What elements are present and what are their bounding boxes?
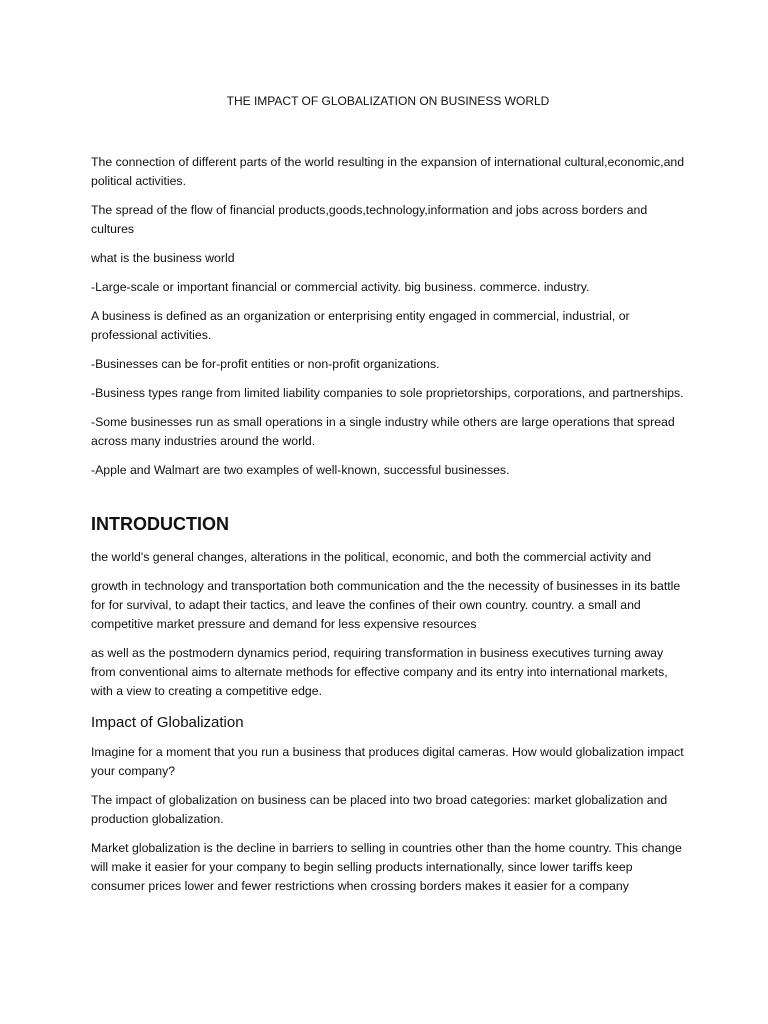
paragraph: Imagine for a moment that you run a business that produces digital cameras. How would globalization impact your company? — [91, 745, 684, 778]
paragraph: -Apple and Walmart are two examples of well-known, successful businesses. — [91, 463, 510, 477]
paragraph: what is the business world — [91, 251, 235, 265]
paragraph: -Business types range from limited liability companies to sole proprietorships, corporations, and partnerships. — [91, 386, 684, 400]
paragraph: -Businesses can be for-profit entities or non-profit organizations. — [91, 357, 440, 371]
paragraph: as well as the postmodern dynamics period, requiring transformation in business executives turning away from conventional aims to alternate methods for effective company and its entry into international markets, with a view to creating a competitive edge. — [91, 646, 668, 698]
document-title: THE IMPACT OF GLOBALIZATION ON BUSINESS WORLD — [226, 94, 550, 108]
paragraph: -Some businesses run as small operations in a single industry while others are large operations that spread across many industries around the world. — [91, 415, 675, 448]
paragraph: The spread of the flow of financial products,goods,technology,information and jobs across borders and cultures — [91, 203, 648, 236]
paragraph: growth in technology and transportation both communication and the the necessity of businesses in its battle for for survival, to adapt their tactics, and leave the confines of their own country. country. a small and competitive market pressure and demand for less expensive resources — [91, 579, 681, 631]
introduction-heading: INTRODUCTION — [91, 514, 229, 534]
paragraph: The impact of globalization on business can be placed into two broad categories: market globalization and production globalization. — [91, 793, 668, 826]
document-body — [91, 93, 685, 906]
paragraph: -Large-scale or important financial or commercial activity. big business. commerce. industry. — [91, 280, 590, 294]
paragraph: the world's general changes, alterations in the political, economic, and both the commercial activity and — [91, 550, 652, 564]
paragraph: The connection of different parts of the world resulting in the expansion of international cultural,economic,and political activities. — [91, 155, 685, 188]
paragraph: A business is defined as an organization or enterprising entity engaged in commercial, industrial, or professional activities. — [91, 309, 630, 342]
impact-heading: Impact of Globalization — [91, 714, 244, 731]
paragraph: Market globalization is the decline in barriers to selling in countries other than the home country. This change will make it easier for your company to begin selling products internationally, since lower tariffs keep consumer prices lower and fewer restrictions when crossing borders makes it easier for a company — [91, 841, 682, 893]
